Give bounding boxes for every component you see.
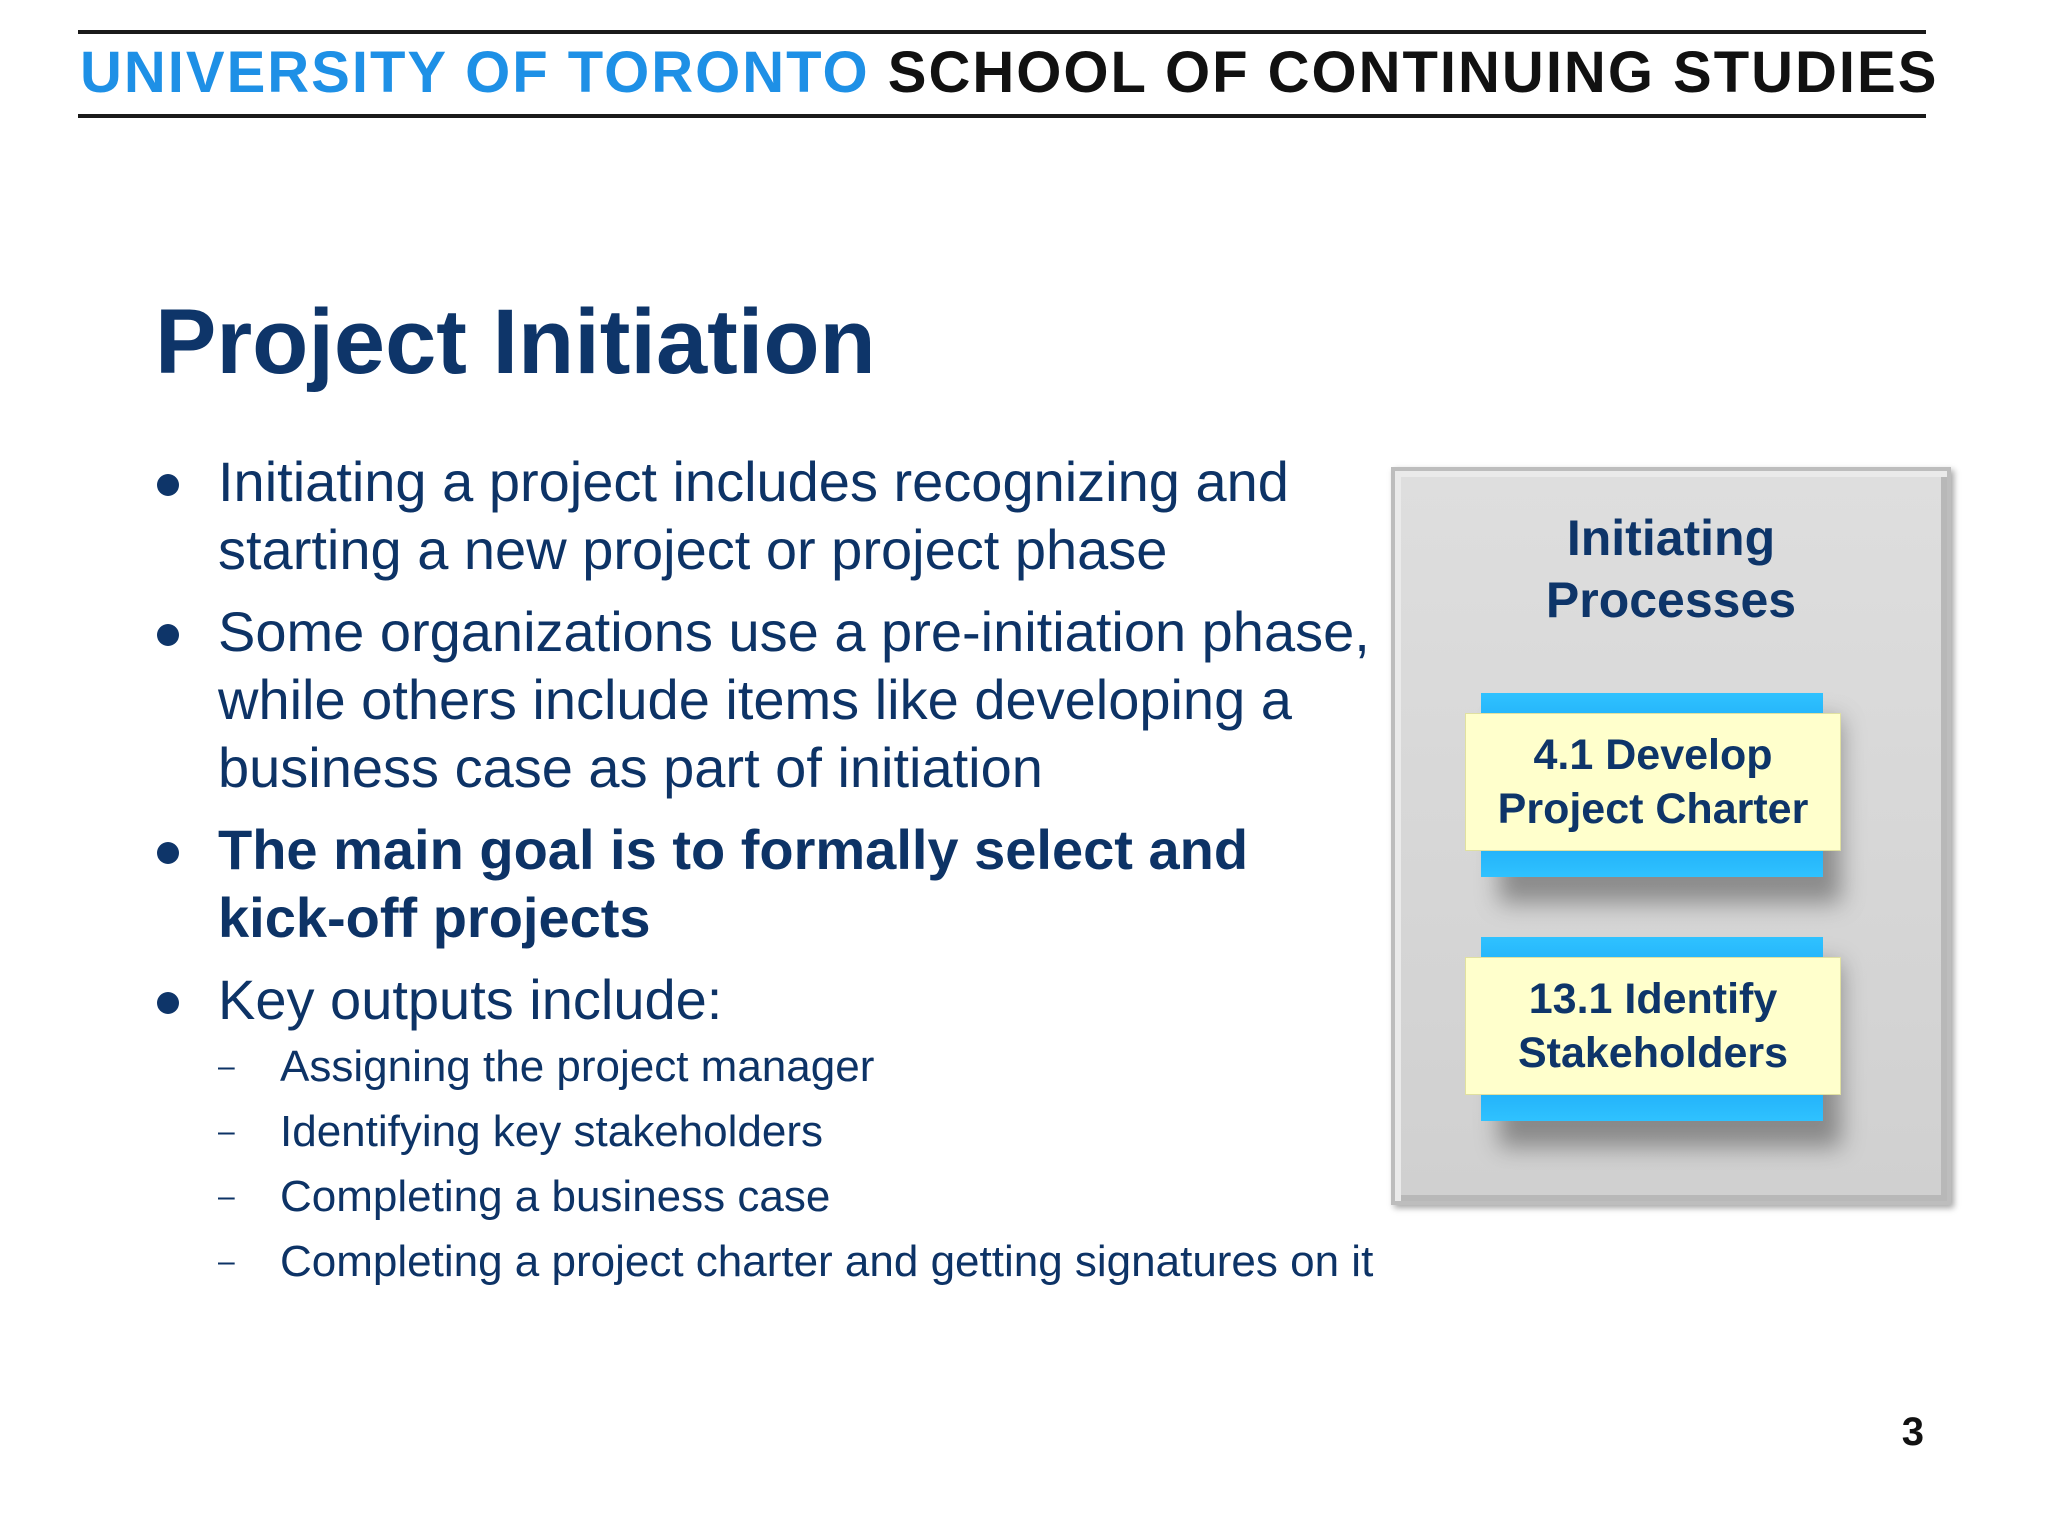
sub-bullet-text: Completing a business case <box>280 1172 831 1221</box>
slide-title: Project Initiation <box>155 291 876 393</box>
sub-bullet-item <box>218 1040 1390 1094</box>
process-develop-project-charter <box>1481 693 1823 877</box>
bullet-item <box>150 448 1390 584</box>
bullet-dot-icon <box>157 992 179 1014</box>
sub-bullet-item <box>218 1105 1390 1159</box>
sub-bullet-item <box>218 1170 1390 1224</box>
panel-title <box>1395 507 1947 631</box>
bullet-dot-icon <box>157 842 179 864</box>
slide-header <box>80 34 1938 112</box>
process-label <box>1465 713 1841 851</box>
bullet-item <box>150 598 1390 802</box>
process-label-line: Project Charter <box>1497 785 1809 833</box>
dash-icon: – <box>218 1115 235 1148</box>
process-label-line: 13.1 Identify <box>1528 975 1778 1023</box>
bullet-item-main-goal <box>150 816 1390 952</box>
process-identify-stakeholders <box>1481 937 1823 1121</box>
process-label-line: Stakeholders <box>1517 1029 1789 1077</box>
header-university: UNIVERSITY OF TORONTO <box>80 40 870 105</box>
sub-bullet-list <box>218 1040 1390 1289</box>
sub-bullet-text: Completing a project charter and getting signatures on it <box>280 1237 1374 1286</box>
dash-icon: – <box>218 1050 235 1083</box>
dash-icon: – <box>218 1180 235 1213</box>
sub-bullet-item <box>218 1235 1390 1289</box>
header-bottom-rule <box>78 114 1926 118</box>
header-school: SCHOOL OF CONTINUING STUDIES <box>887 40 1939 105</box>
bullet-list <box>150 448 1390 1303</box>
panel-title-line: Initiating <box>1566 510 1776 566</box>
initiating-processes-panel <box>1391 467 1951 1205</box>
bullet-text: The main goal is to formally select and kick-off projects <box>218 818 1249 949</box>
dash-icon: – <box>218 1245 235 1278</box>
bullet-text: Key outputs include: <box>218 968 723 1031</box>
sub-bullet-text: Assigning the project manager <box>280 1042 875 1091</box>
sub-bullet-text: Identifying key stakeholders <box>280 1107 823 1156</box>
bullet-item-key-outputs <box>150 966 1390 1289</box>
process-label <box>1465 957 1841 1095</box>
process-label-line: 4.1 Develop <box>1533 731 1773 779</box>
bullet-dot-icon <box>157 624 179 646</box>
page-number: 3 <box>1901 1410 1924 1454</box>
bullet-text: Initiating a project includes recognizing and starting a new project or project phase <box>218 450 1289 581</box>
panel-title-line: Processes <box>1545 572 1797 628</box>
bullet-text: Some organizations use a pre-initiation phase, while others include items like developing a business case as part of initiation <box>218 600 1370 799</box>
bullet-dot-icon <box>157 474 179 496</box>
